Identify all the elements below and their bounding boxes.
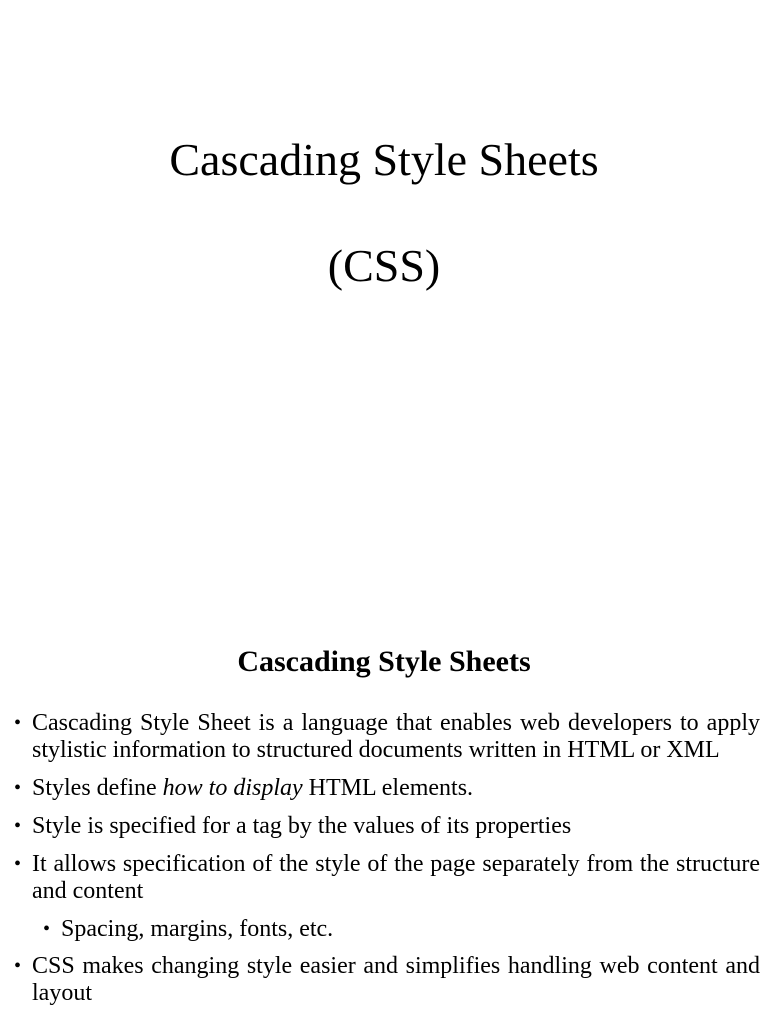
bullet-icon: • bbox=[14, 955, 22, 977]
bullet-icon: • bbox=[43, 918, 51, 940]
bullet-text: Spacing, margins, fonts, etc. bbox=[61, 916, 334, 942]
slide-subtitle: (CSS) bbox=[327, 240, 441, 291]
bullet-icon: • bbox=[14, 853, 22, 875]
bullet-item bbox=[14, 775, 760, 802]
bullet-text-part: Styles define bbox=[32, 775, 163, 801]
content-heading: Cascading Style Sheets bbox=[237, 645, 531, 678]
bullet-item bbox=[14, 851, 760, 905]
bullet-icon: • bbox=[14, 815, 22, 837]
bullet-text bbox=[32, 775, 473, 801]
bullet-item bbox=[14, 953, 760, 1007]
emphasized-text: how to display bbox=[162, 775, 303, 801]
bullet-text: Cascading Style Sheet is a language that enables web developers to apply stylistic information to structured documents written in HTML or XML bbox=[32, 710, 760, 763]
slide-title: Cascading Style Sheets bbox=[169, 134, 599, 185]
bullet-item bbox=[14, 710, 760, 764]
bullet-icon: • bbox=[14, 712, 22, 734]
bullet-icon: • bbox=[14, 777, 22, 799]
sub-bullet-item bbox=[43, 916, 760, 943]
bullet-item bbox=[14, 813, 760, 840]
content-slide bbox=[0, 576, 768, 1024]
bullet-text-part: HTML elements. bbox=[302, 775, 474, 801]
bullet-text: Style is specified for a tag by the values of its properties bbox=[32, 813, 572, 839]
bullet-text: It allows specification of the style of the page separately from the structure and content bbox=[32, 851, 760, 904]
bullet-text: CSS makes changing style easier and simplifies handling web content and layout bbox=[32, 953, 760, 1006]
bullet-list bbox=[14, 710, 760, 1007]
